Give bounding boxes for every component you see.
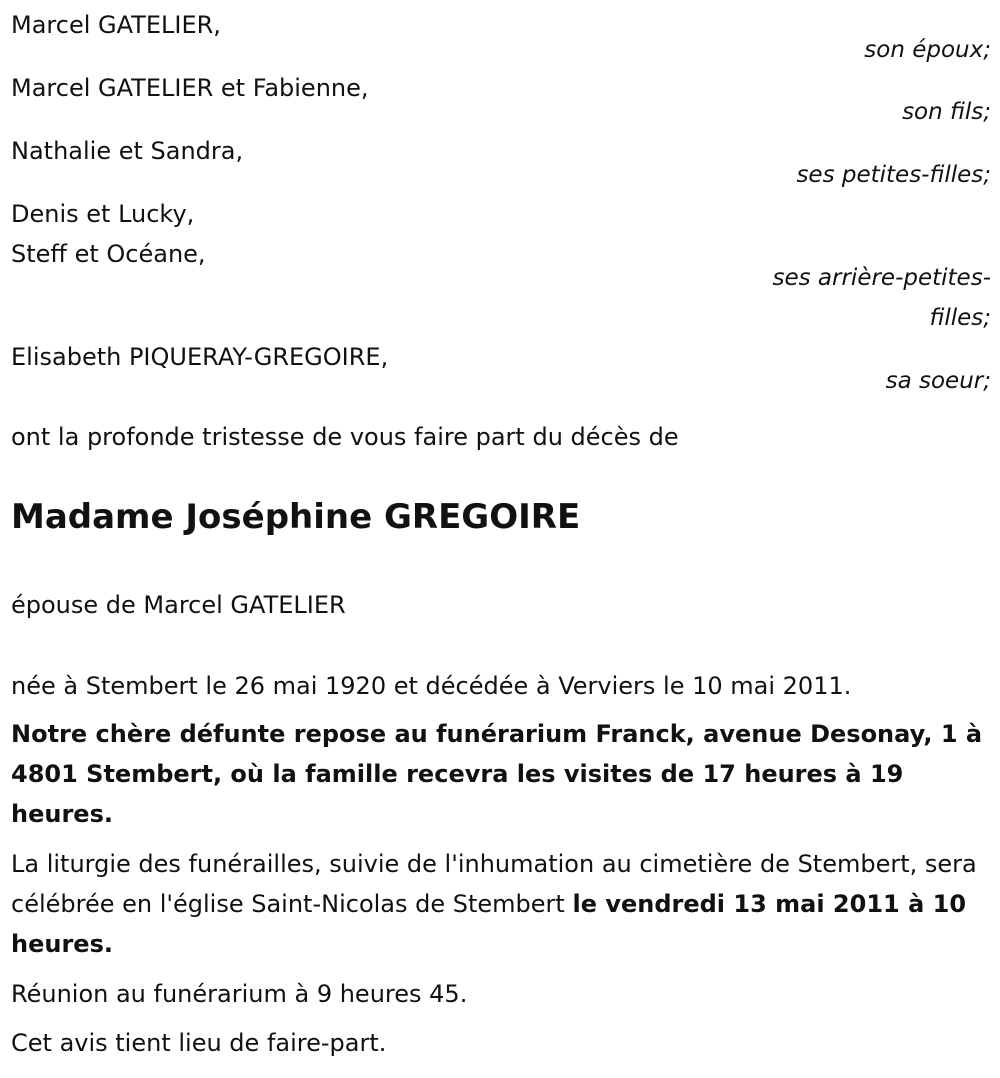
announcement-text: ont la profonde tristesse de vous faire part du décès de	[11, 423, 679, 451]
family-role-5: sa soeur;	[885, 368, 991, 394]
reunion-line: Réunion au funérarium à 9 heures 45.	[11, 980, 468, 1008]
family-role-4a: ses arrière-petites-	[772, 265, 991, 291]
family-name-2: Marcel GATELIER et Fabienne,	[11, 74, 369, 102]
family-name-3: Nathalie et Sandra,	[11, 137, 244, 165]
liturgy-date: le vendredi 13 mai 2011 à 10 heures.	[11, 890, 967, 958]
family-name-4b: Steff et Océane,	[11, 240, 206, 268]
visitation-paragraph: Notre chère défunte repose au funérarium Franck, avenue Desonay, 1 à 4801 Stembert, où la famille recevra les visites de 17 heures à 19 heures.	[11, 720, 983, 828]
spouse-line: épouse de Marcel GATELIER	[11, 591, 346, 619]
family-name-4a: Denis et Lucky,	[11, 200, 195, 228]
family-name-5: Elisabeth PIQUERAY-GREGOIRE,	[11, 343, 389, 371]
deceased-name: Madame Joséphine GREGOIRE	[11, 497, 581, 537]
family-role-1: son époux;	[864, 37, 991, 63]
liturgy-text: La liturgie des funérailles, suivie de l'inhumation au cimetière de Stembert, sera célébrée en l'église Saint-Nicolas de Stembert	[11, 850, 977, 918]
family-role-3: ses petites-filles;	[796, 162, 991, 188]
family-role-2: son fils;	[902, 99, 991, 125]
closing-line: Cet avis tient lieu de faire-part.	[11, 1029, 387, 1057]
birth-death-line: née à Stembert le 26 mai 1920 et décédée à Verviers le 10 mai 2011.	[11, 672, 852, 700]
family-name-1: Marcel GATELIER,	[11, 11, 221, 39]
liturgy-paragraph	[11, 844, 991, 964]
family-role-4b: filles;	[929, 305, 991, 331]
